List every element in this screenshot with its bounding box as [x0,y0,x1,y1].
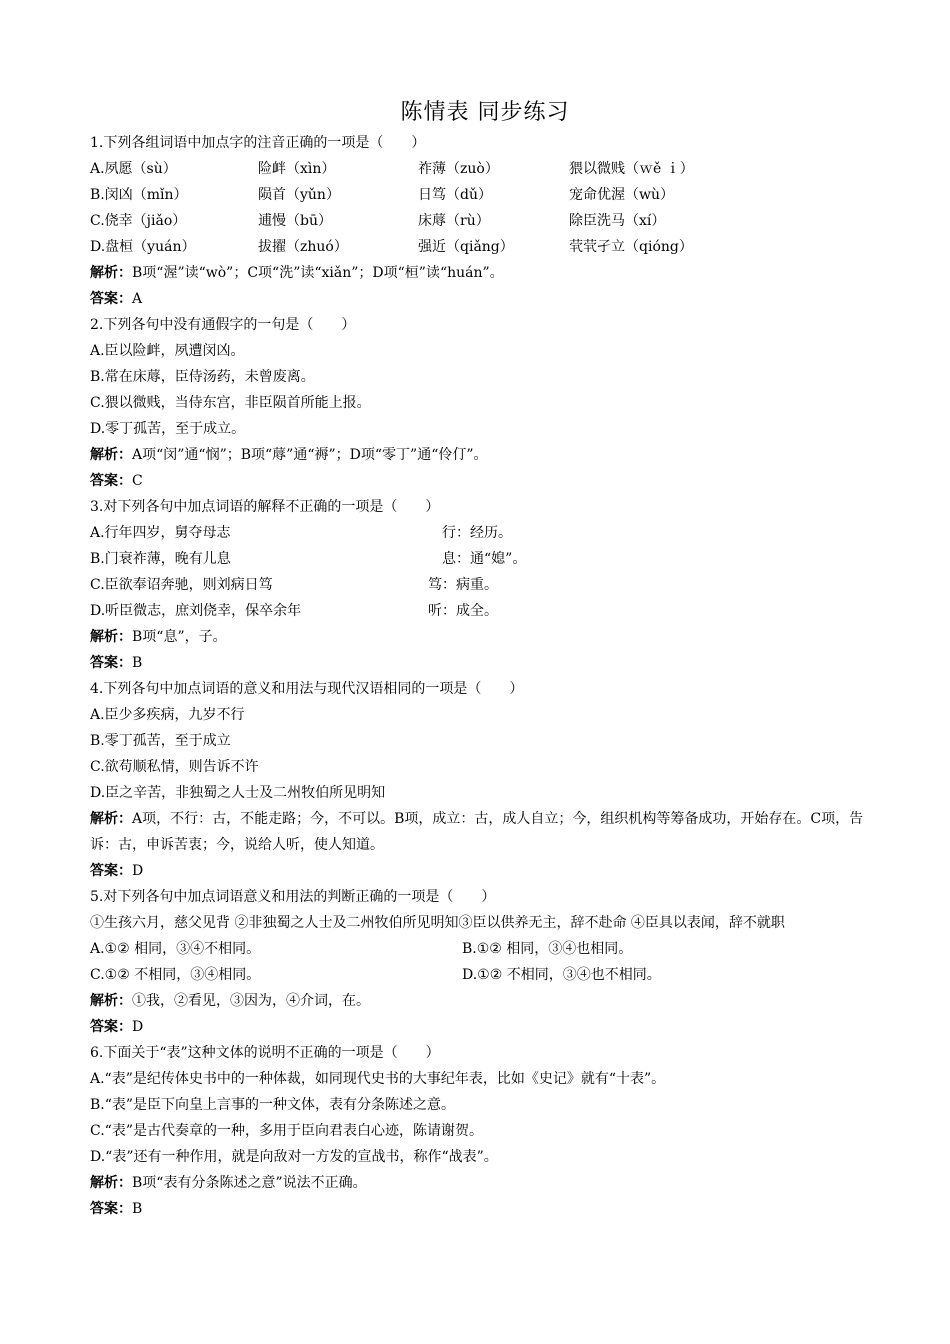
q6-option-a: A.“表”是纪传体史书中的一种体裁，如同现代史书的大事纪年表，比如《史记》就有“十表”。 [90,1071,666,1087]
q1-a-3: 祚薄（zuò） [418,161,499,177]
q6-answer-text: B [132,1201,143,1217]
q3-option-c [90,572,880,598]
q2-option-c: C.猥以微贱，当侍东宫，非臣陨首所能上报。 [90,395,371,411]
q5-option-c: C.①② 不相同，③④相同。 [90,967,261,983]
document-page [90,96,880,1222]
q1-d-3: 强近（qiǎng） [418,239,514,255]
q1-row-a [90,156,880,182]
q3-option-d [90,598,880,624]
q3-b-sentence: B.门衰祚薄，晚有儿息 [90,551,231,567]
q1-answer [90,286,880,312]
q3-c-explanation: 笃：病重。 [428,577,498,593]
q1-a-4: 猥以微贱（ｗě ｉ） [569,161,694,177]
analysis-label: 解析： [90,811,132,827]
q5-analysis-text: ①我，②看见，③因为，④介词，在。 [132,993,370,1009]
q1-stem: 1.下列各组词语中加点字的注音正确的一项是（ ） [90,135,426,151]
q1-b-2: 陨首（yǔn） [258,187,340,203]
q3-a-sentence: A.行年四岁，舅夺母志 [90,525,231,541]
q6-option-d: D.“表”还有一种作用，就是向敌对一方发的宣战书，称作“战表”。 [90,1149,498,1165]
q1-row-d [90,234,880,260]
q1-a-2: 险衅（xìn） [258,161,336,177]
q3-c-sentence: C.臣欲奉诏奔驰，则刘病日笃 [90,577,273,593]
q5-options-row-1 [90,936,880,962]
answer-label: 答案： [90,473,132,489]
q3-answer-text: B [132,655,143,671]
analysis-label: 解析： [90,629,132,645]
q5-option-b: B.①② 相同，③④也相同。 [462,941,633,957]
q1-b-1: B.闵凶（mǐn） [90,187,188,203]
q3-analysis [90,624,880,650]
q1-b-3: 日笃（dǔ） [418,187,492,203]
q3-b-explanation: 息：通“媳”。 [442,551,527,567]
q3-option-a [90,520,880,546]
q6-answer [90,1196,880,1222]
q2-analysis [90,442,880,468]
answer-label: 答案： [90,863,132,879]
q4-option-c: C.欲苟顺私情，则告诉不许 [90,759,259,775]
q6-option-b: B.“表”是臣下向皇上言事的一种文体，表有分条陈述之意。 [90,1097,456,1113]
q5-option-d: D.①② 不相同，③④也不相同。 [462,967,661,983]
q5-options-row-2 [90,962,880,988]
q1-row-b [90,182,880,208]
q4-analysis [90,806,880,858]
q4-option-a: A.臣少多疾病，九岁不行 [90,707,245,723]
q1-row-c [90,208,880,234]
q1-answer-text: A [132,291,143,307]
q5-answer-text: D [132,1019,144,1035]
q3-d-explanation: 听：成全。 [428,603,498,619]
q3-d-sentence: D.听臣微志，庶刘侥幸，保卒余年 [90,603,302,619]
answer-label: 答案： [90,1019,132,1035]
q1-c-4: 除臣洗马（xí） [569,213,666,229]
q1-b-4: 宠命优渥（wù） [569,187,674,203]
q2-answer [90,468,880,494]
q2-option-d: D.零丁孤苦，至于成立。 [90,421,246,437]
q1-c-1: C.侥幸（jiǎo） [90,213,187,229]
answer-label: 答案： [90,1201,132,1217]
q2-option-b: B.常在床蓐，臣侍汤药，未曾废离。 [90,369,315,385]
q5-analysis [90,988,880,1014]
q6-analysis [90,1170,880,1196]
q1-c-2: 逋慢（bū） [258,213,332,229]
q1-analysis-text: B项“渥”读“wò”；C项“洗”读“xiǎn”；D项“桓”读“huán”。 [132,265,504,281]
q3-a-explanation: 行：经历。 [442,525,512,541]
q2-analysis-text: A项“闵”通“悯”；B项“蓐”通“褥”；D项“零丁”通“伶仃”。 [132,447,488,463]
answer-label: 答案： [90,291,132,307]
q1-d-1: D.盘桓（yuán） [90,239,196,255]
q4-stem: 4.下列各句中加点词语的意义和用法与现代汉语相同的一项是（ ） [90,681,524,697]
q4-option-d: D.臣之辛苦，非独蜀之人士及二州牧伯所见明知 [90,785,386,801]
q1-c-3: 床蓐（rù） [418,213,490,229]
answer-label: 答案： [90,655,132,671]
q2-answer-text: C [132,473,143,489]
q4-answer [90,858,880,884]
q1-a-1: A.夙愿（sù） [90,161,177,177]
analysis-label: 解析： [90,1175,132,1191]
q3-option-b [90,546,880,572]
q1-analysis [90,260,880,286]
q3-analysis-text: B项“息”，子。 [132,629,227,645]
q1-d-2: 拔擢（zhuó） [258,239,348,255]
page-title: 陈情表 同步练习 [400,100,570,125]
q4-answer-text: D [132,863,144,879]
q5-sentences: ①生孩六月，慈父见背 ②非独蜀之人士及二州牧伯所见明知③臣以供养无主，辞不赴命 ④臣具以表闻，辞不就职 [90,915,785,931]
q2-stem: 2.下列各句中没有通假字的一句是（ ） [90,317,356,333]
q3-answer [90,650,880,676]
q5-option-a: A.①② 相同，③④不相同。 [90,941,261,957]
q4-option-b: B.零丁孤苦，至于成立 [90,733,231,749]
analysis-label: 解析： [90,993,132,1009]
q1-d-4: 茕茕孑立（qióng） [569,239,693,255]
q6-analysis-text: B项“表有分条陈述之意”说法不正确。 [132,1175,367,1191]
q5-answer [90,1014,880,1040]
analysis-label: 解析： [90,265,132,281]
analysis-label: 解析： [90,447,132,463]
q3-stem: 3.对下列各句中加点词语的解释不正确的一项是（ ） [90,499,440,515]
q2-option-a: A.臣以险衅，夙遭闵凶。 [90,343,245,359]
q4-analysis-text: A项，不行：古，不能走路；今，不可以。B项，成立：古，成人自立；今，组织机构等筹备成功，开始存在。C项，告诉：古，申诉苦衷；今，说给人听，使人知道。 [90,811,864,853]
q6-option-c: C.“表”是古代奏章的一种，多用于臣向君表白心迹，陈请谢贺。 [90,1123,483,1139]
q5-stem: 5.对下列各句中加点词语意义和用法的判断正确的一项是（ ） [90,889,496,905]
q6-stem: 6.下面关于“表”这种文体的说明不正确的一项是（ ） [90,1045,440,1061]
